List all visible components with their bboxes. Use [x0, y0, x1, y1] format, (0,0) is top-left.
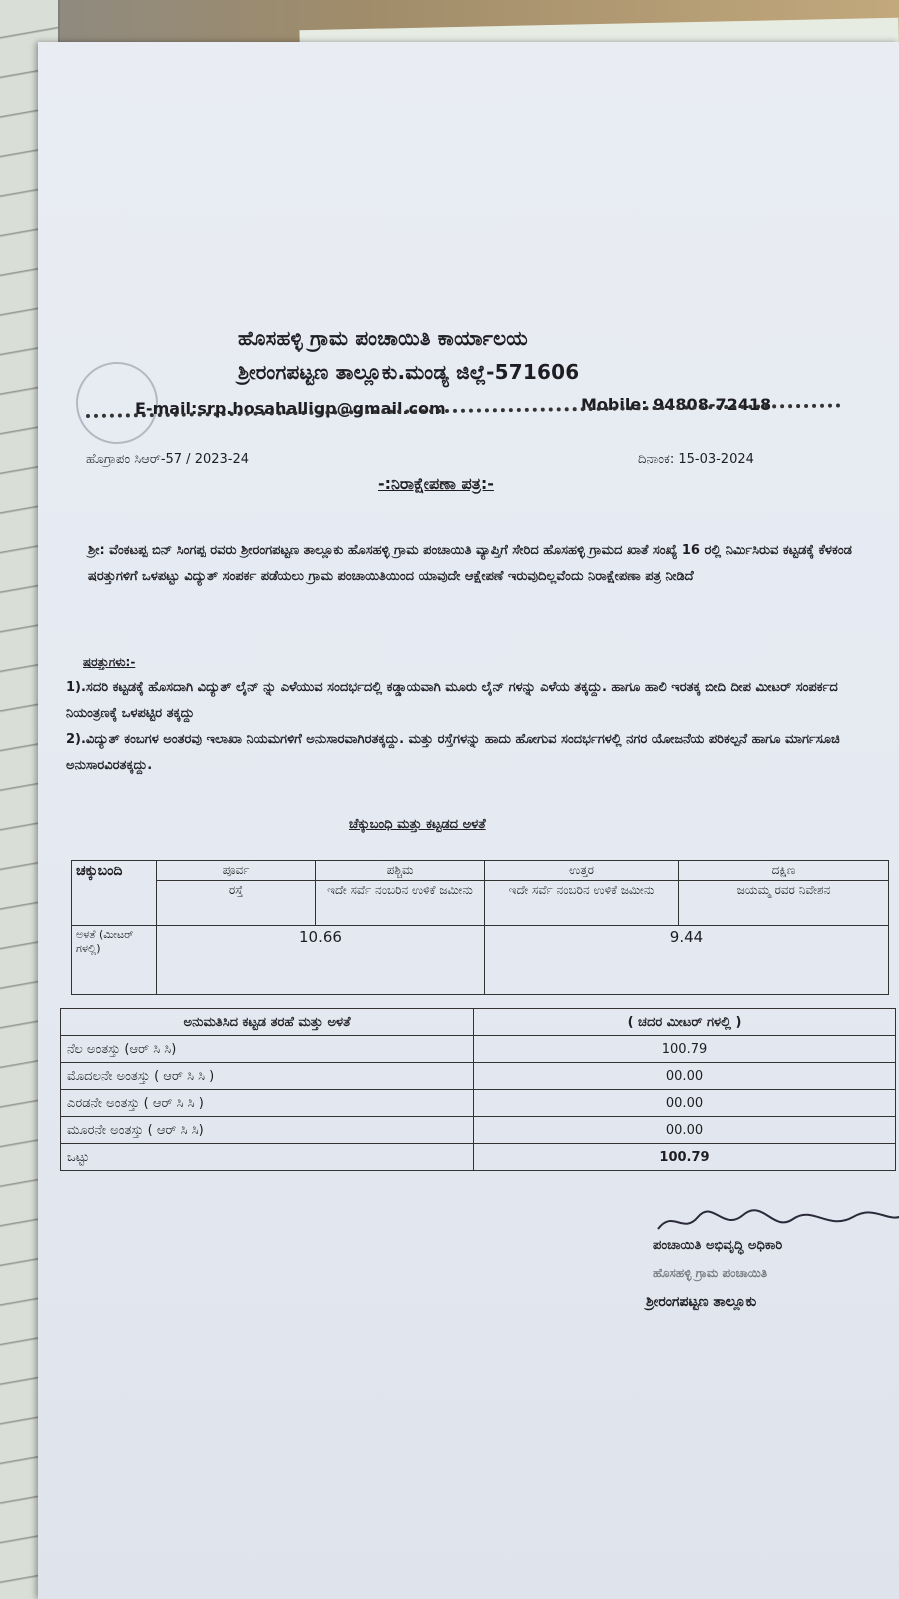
floor-area: 00.00 — [474, 1090, 896, 1117]
signatory-taluk: ಶ್ರೀರಂಗಪಟ್ಟಣ ತಾಲ್ಲೂಕು — [646, 1294, 757, 1310]
west-boundary: ಇದೇ ಸರ್ವೆ ನಂಬರಿನ ಉಳಿಕೆ ಜಮೀನು — [316, 881, 485, 926]
south-header: ದಕ್ಷಿಣ — [679, 861, 889, 881]
floor-area: 00.00 — [474, 1117, 896, 1144]
permitted-heading: ಅನುಮತಿಸಿದ ಕಟ್ಟಡ ತರಹೆ ಮತ್ತು ಅಳತೆ — [61, 1009, 474, 1036]
boundary-section-title: ಚೆಕ್ಕುಬಂಧಿ ಮತ್ತು ಕಟ್ಟಡದ ಅಳತೆ — [349, 817, 486, 832]
north-header: ಉತ್ತರ — [485, 861, 679, 881]
signatory-designation: ಪಂಚಾಯಿತಿ ಅಭಿವೃದ್ಧಿ ಅಧಿಕಾರಿ — [653, 1238, 783, 1253]
signatory-office: ಹೊಸಹಳ್ಳಿ ಗ್ರಾಮ ಪಂಚಾಯಿತಿ — [653, 1266, 768, 1280]
permitted-unit: ( ಚದರ ಮೀಟರ್ ಗಳಲ್ಲಿ ) — [474, 1009, 896, 1036]
office-name: ಹೊಸಹಳ್ಳಿ ಗ್ರಾಮ ಪಂಚಾಯಿತಿ ಕಾರ್ಯಾಲಯ — [238, 326, 528, 350]
condition-2: 2).ವಿದ್ಯುತ್ ಕಂಬಗಳ ಅಂತರವು ಇಲಾಖಾ ನಿಯಮಗಳಿಗೆ ಅನುಸಾರವಾಗಿರತಕ್ಕದ್ದು. ಮತ್ತು ರಸ್ತೆಗಳನ್ನು ಹಾದು ಹೋಗುವ ಸಂದರ್ಭಗಳಲ್ಲಿ ನಗರ ಯೋಜನೆಯ ಪರಿಕಲ್ಪನೆ ಹಾಗೂ ಮಾರ್ಗಸೂಚಿ ಅನುಸಾರವಿರತಕ್ಕದ್ದು. — [66, 732, 840, 773]
conditions-list — [66, 675, 891, 779]
floor-label: ಮೊದಲನೇ ಅಂತಸ್ತು ( ಆರ್ ಸಿ ಸಿ ) — [61, 1063, 474, 1090]
floor-label: ನೆಲ ಅಂತಸ್ತು (ಆರ್ ಸಿ ಸಿ) — [61, 1036, 474, 1063]
document-page — [38, 42, 899, 1599]
office-mobile: Mobile: 94808-72418 — [581, 395, 772, 414]
boundary-table — [71, 860, 889, 995]
table-row — [61, 1117, 896, 1144]
main-paragraph: ಶ್ರೀ: ವೆಂಕಟಪ್ಪ ಬಿನ್ ಸಿಂಗಪ್ಪ ರವರು ಶ್ರೀರಂಗಪಟ್ಟಣ ತಾಲ್ಲೂಕು ಹೊಸಹಳ್ಳಿ ಗ್ರಾಮ ಪಂಚಾಯಿತಿ ವ್ಯಾಪ್ತಿಗೆ ಸೇರಿದ ಹೊಸಹಳ್ಳಿ ಗ್ರಾಮದ ಖಾತೆ ಸಂಖ್ಯೆ 16 ರಲ್ಲಿ ನಿರ್ಮಿಸಿರುವ ಕಟ್ಟಡಕ್ಕೆ ಕೆಳಕಂಡ ಷರತ್ತುಗಳಿಗೆ ಒಳಪಟ್ಟು ವಿದ್ಯುತ್ ಸಂಪರ್ಕ ಪಡೆಯಲು ಗ್ರಾಮ ಪಂಚಾಯಿತಿಯಿಂದ ಯಾವುದೇ ಆಕ್ಷೇಪಣೆ ಇರುವುದಿಲ್ಲವೆಂದು ನಿರಾಕ್ಷೇಪಣಾ ಪತ್ರ ನೀಡಿದೆ — [88, 543, 852, 584]
floor-label: ಮೂರನೇ ಅಂತಸ್ತು ( ಆರ್ ಸಿ ಸಿ) — [61, 1117, 474, 1144]
east-west-measure: 10.66 — [157, 926, 485, 995]
letter-date: ದಿನಾಂಕ: 15-03-2024 — [638, 452, 754, 467]
conditions-heading: ಷರತ್ತುಗಳು:- — [83, 655, 136, 669]
office-email: E-mail:srp.hosahalligp@gmail.com — [135, 399, 446, 418]
table-row — [61, 1036, 896, 1063]
total-area: 100.79 — [474, 1144, 896, 1171]
north-south-measure: 9.44 — [485, 926, 889, 995]
north-boundary: ಇದೇ ಸರ್ವೆ ನಂಬರಿನ ಉಳಿಕೆ ಜಮೀನು — [485, 881, 679, 926]
floor-area: 00.00 — [474, 1063, 896, 1090]
south-boundary: ಜಯಮ್ಮ ರವರ ನಿವೇಶನ — [679, 881, 889, 926]
west-header: ಪಶ್ಚಿಮ — [316, 861, 485, 881]
permitted-area-table — [60, 1008, 896, 1171]
table-row — [61, 1144, 896, 1171]
boundary-label: ಚಕ್ಕುಬಂದಿ — [72, 861, 157, 926]
total-label: ಒಟ್ಟು — [61, 1144, 474, 1171]
east-boundary: ರಸ್ತೆ — [157, 881, 316, 926]
table-row — [61, 1063, 896, 1090]
floor-area: 100.79 — [474, 1036, 896, 1063]
east-header: ಪೂರ್ವ — [157, 861, 316, 881]
office-address: ಶ್ರೀರಂಗಪಟ್ಟಣ ತಾಲ್ಲೂಕು.ಮಂಡ್ಯ ಜಿಲ್ಲೆ-571606 — [238, 360, 580, 384]
table-row — [61, 1090, 896, 1117]
measure-label: ಅಳತೆ (ಮೀಟರ್ ಗಳಲ್ಲಿ) — [72, 926, 157, 995]
reference-number: ಹೊಗ್ರಾಪಂ ಸಿಆರ್-57 / 2023-24 — [86, 452, 250, 467]
condition-1: 1).ಸದರಿ ಕಟ್ಟಡಕ್ಕೆ ಹೊಸದಾಗಿ ವಿದ್ಯುತ್ ಲೈನ್ ನ್ನು ಎಳೆಯುವ ಸಂದರ್ಭದಲ್ಲಿ ಕಡ್ಡಾಯವಾಗಿ ಮೂರು ಲೈನ್ ಗಳನ್ನು ಎಳೆಯ ತಕ್ಕದ್ದು. ಹಾಗೂ ಹಾಲಿ ಇರತಕ್ಕ ಬೀದಿ ದೀಪ ಮೀಟರ್ ಸಂಪರ್ಕದ ನಿಯಂತ್ರಣಕ್ಕೆ ಒಳಪಟ್ಟಿರ ತಕ್ಕದ್ದು — [66, 680, 838, 721]
signature-scrawl — [653, 1207, 899, 1237]
floor-label: ಎರಡನೇ ಅಂತಸ್ತು ( ಆರ್ ಸಿ ಸಿ ) — [61, 1090, 474, 1117]
letter-title: -:ನಿರಾಕ್ಷೇಪಣಾ ಪತ್ರ:- — [378, 474, 494, 493]
